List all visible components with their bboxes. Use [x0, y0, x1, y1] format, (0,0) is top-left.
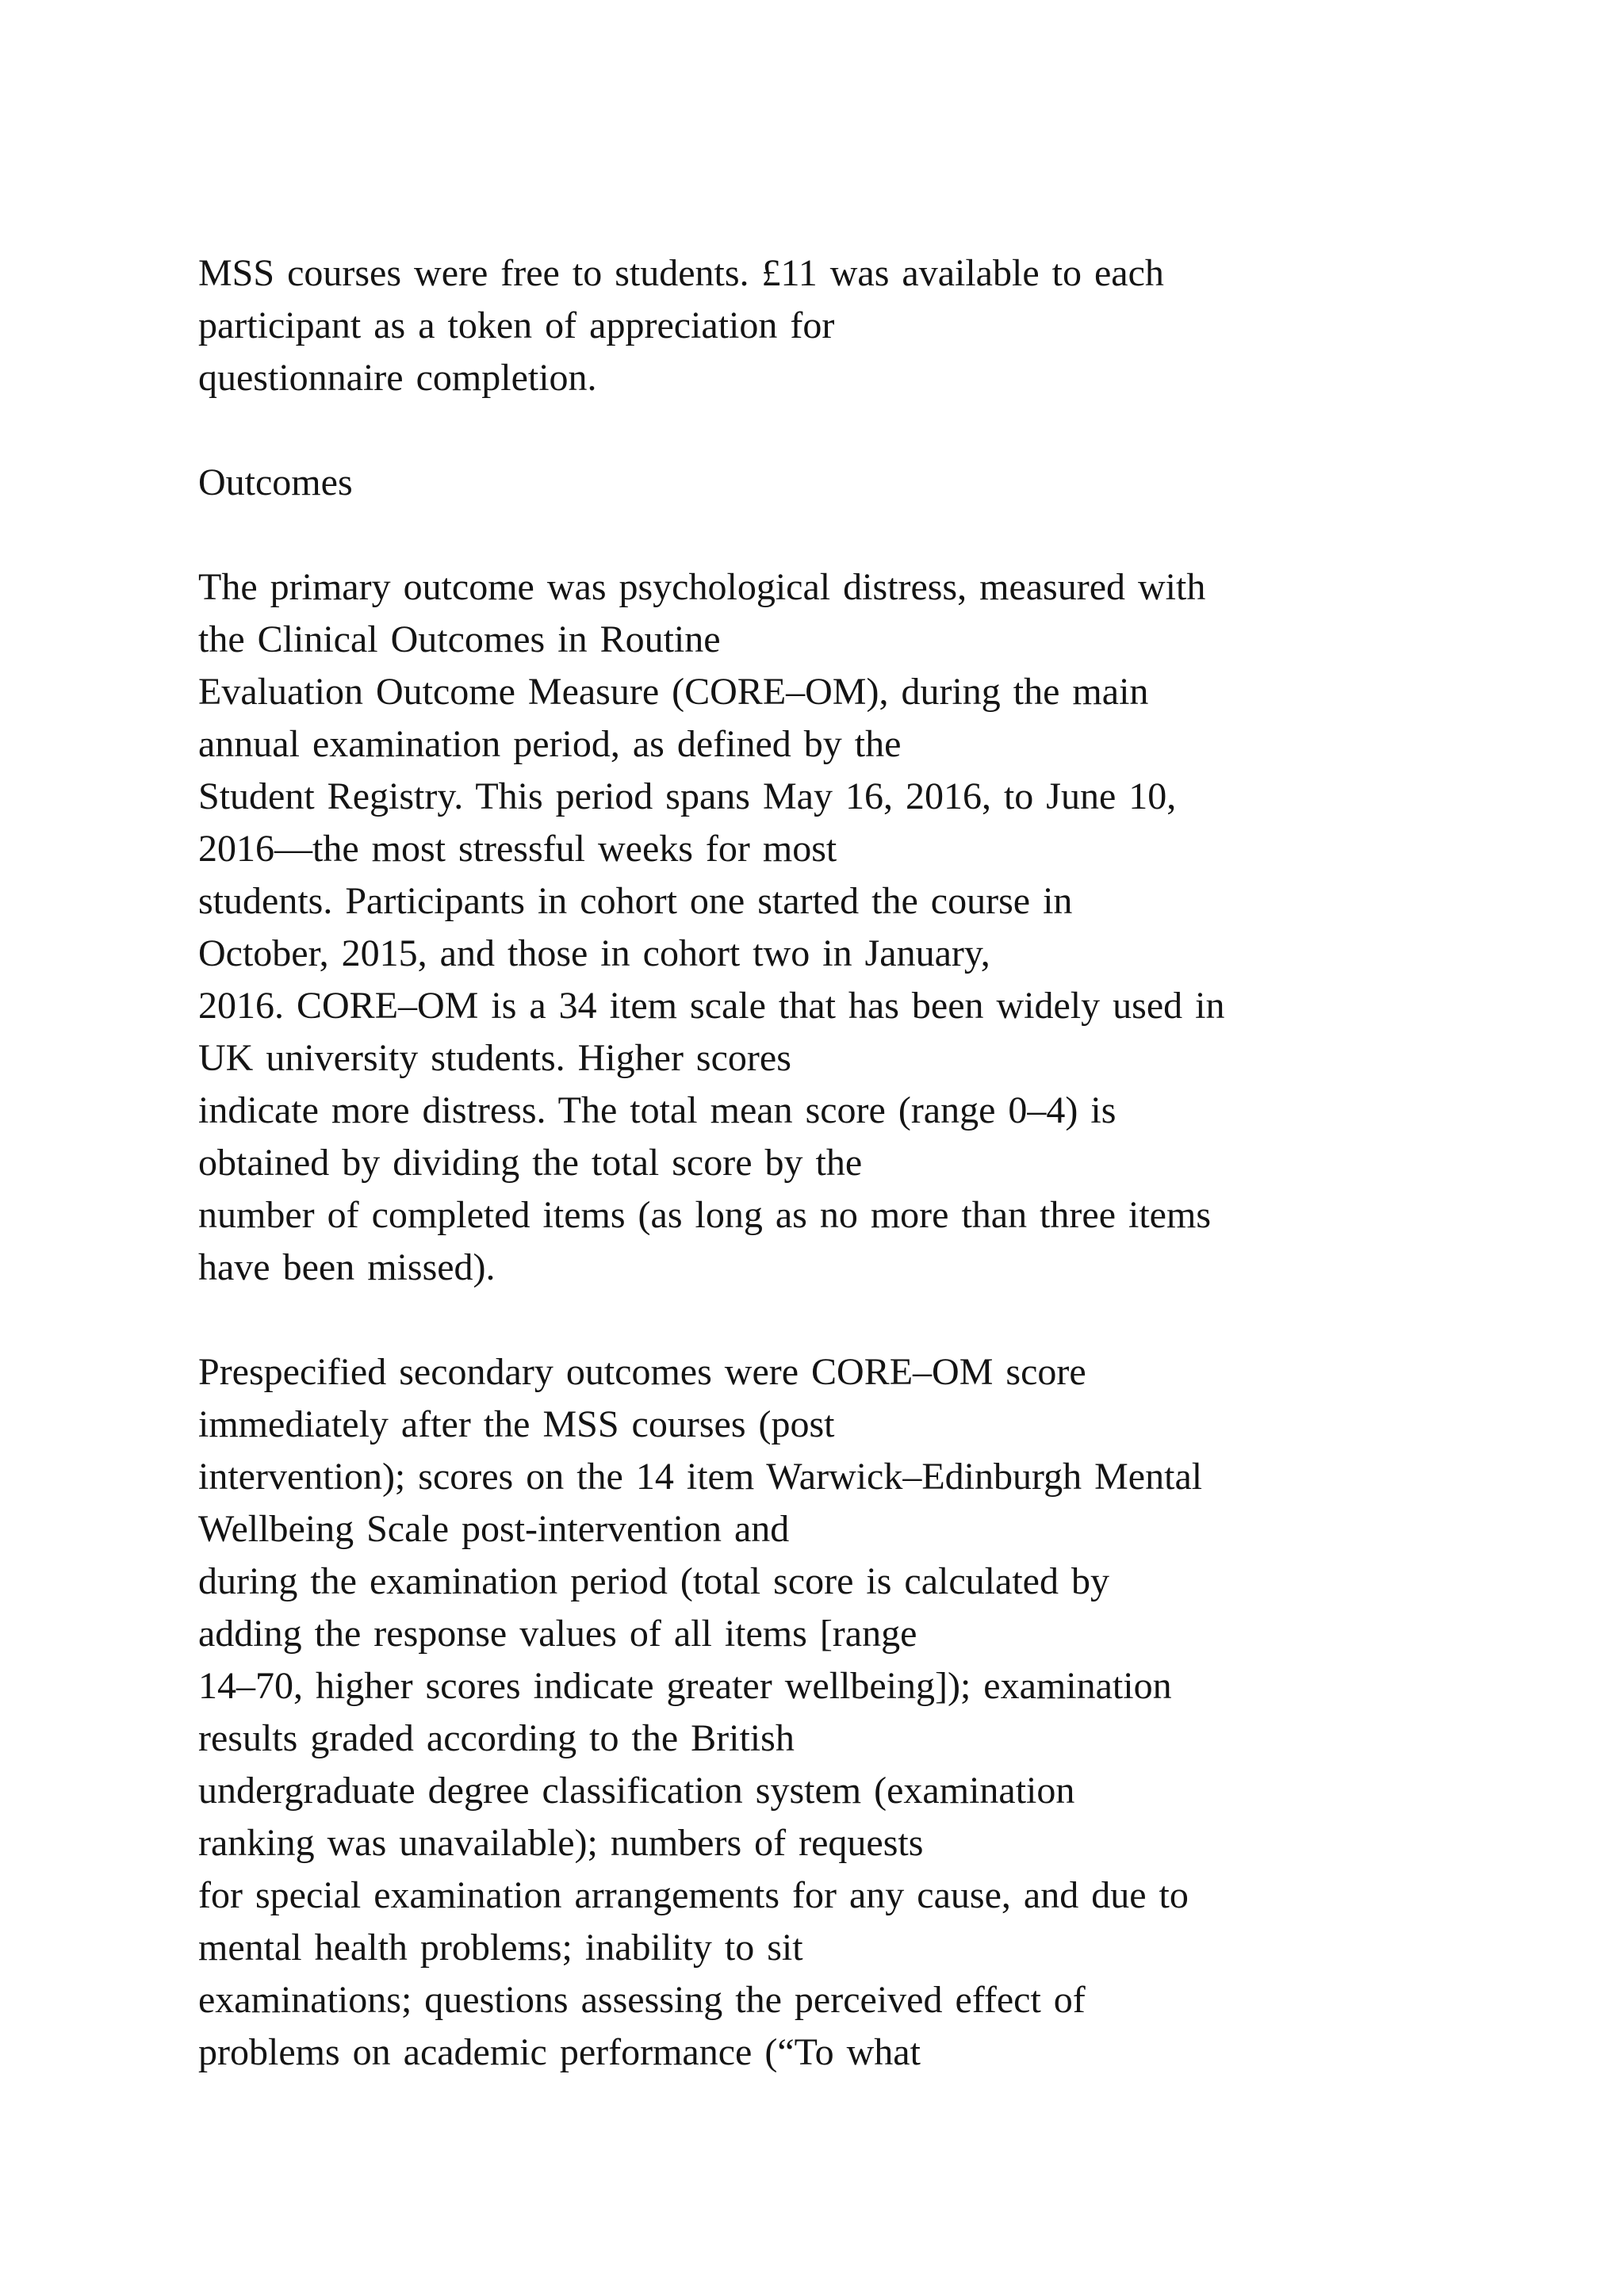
text-line: undergraduate degree classification system (examination [198, 1770, 1075, 1812]
heading-text: Outcomes [198, 461, 353, 503]
text-line: problems on academic performance (“To what [198, 2031, 921, 2073]
text-line: immediately after the MSS courses (post [198, 1403, 835, 1445]
text-line: Student Registry. This period spans May 16, 2016, to June 10, [198, 775, 1177, 817]
text-line: 14–70, higher scores indicate greater wellbeing]); examination [198, 1665, 1172, 1707]
text-line: mental health problems; inability to sit [198, 1927, 803, 1969]
text-line: the Clinical Outcomes in Routine [198, 618, 721, 660]
text-line: have been missed). [198, 1246, 496, 1288]
text-line: Wellbeing Scale post-intervention and [198, 1508, 790, 1550]
text-line: number of completed items (as long as no more than three items [198, 1194, 1211, 1236]
text-line: Evaluation Outcome Measure (CORE–OM), during the main [198, 671, 1149, 713]
text-line: UK university students. Higher scores [198, 1037, 791, 1079]
text-line: during the examination period (total score is calculated by [198, 1560, 1109, 1602]
text-line: examinations; questions assessing the perceived effect of [198, 1979, 1086, 2021]
text-line: results graded according to the British [198, 1717, 795, 1759]
document-body [198, 247, 1546, 2131]
text-line: 2016. CORE–OM is a 34 item scale that has been widely used in [198, 985, 1225, 1027]
text-line: Prespecified secondary outcomes were CORE–OM score [198, 1351, 1086, 1393]
section-heading-outcomes [198, 457, 1546, 509]
text-line: annual examination period, as defined by the [198, 723, 902, 765]
paragraph-primary-outcome [198, 561, 1546, 1294]
text-line: for special examination arrangements for any cause, and due to [198, 1874, 1189, 1916]
text-line: indicate more distress. The total mean score (range 0–4) is [198, 1089, 1116, 1131]
paragraph-payment [198, 247, 1546, 404]
text-line: The primary outcome was psychological distress, measured with [198, 566, 1206, 608]
text-line: adding the response values of all items [range [198, 1613, 917, 1655]
text-line: 2016—the most stressful weeks for most [198, 828, 837, 870]
text-line: ranking was unavailable); numbers of requests [198, 1822, 924, 1864]
text-line: October, 2015, and those in cohort two in January, [198, 932, 990, 974]
text-line: obtained by dividing the total score by the [198, 1142, 863, 1184]
text-line: students. Participants in cohort one started the course in [198, 880, 1073, 922]
text-line: intervention); scores on the 14 item Warwick–Edinburgh Mental [198, 1456, 1203, 1498]
text-line: participant as a token of appreciation for [198, 304, 835, 346]
paragraph-secondary-outcomes [198, 1346, 1546, 2079]
text-line: MSS courses were free to students. £11 was available to each [198, 252, 1164, 294]
text-line: questionnaire completion. [198, 357, 597, 399]
